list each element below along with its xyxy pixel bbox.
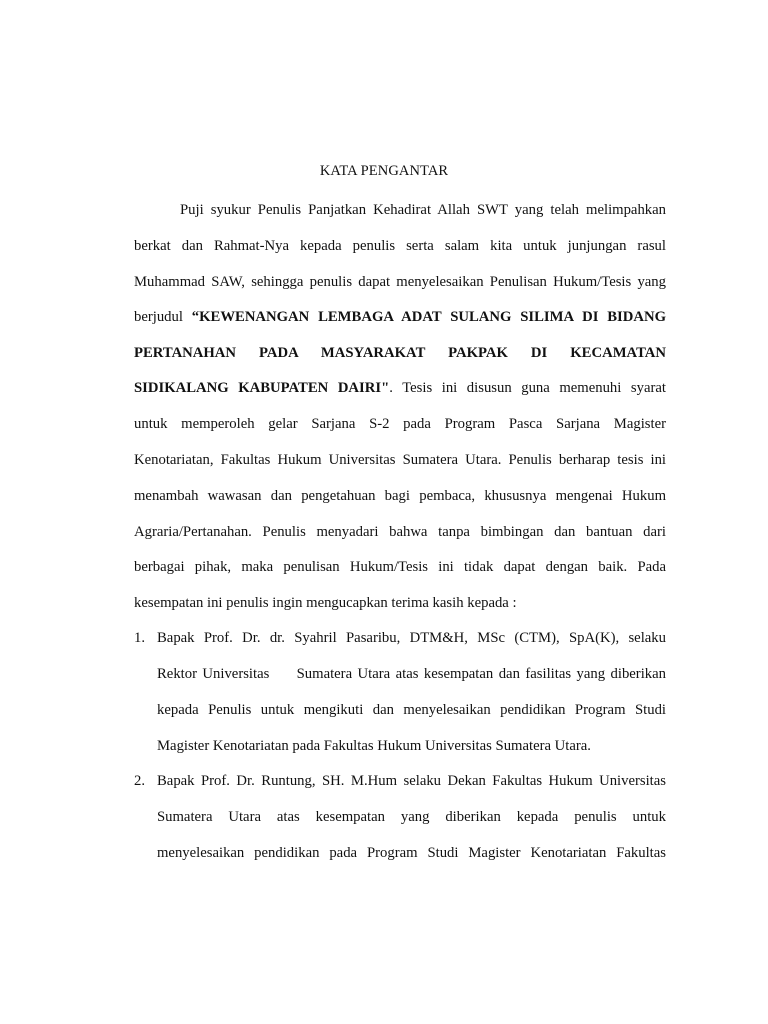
thesis-title-part: PERTANAHAN PADA MASYARAKAT PAKPAK DI KECAMATAN	[134, 345, 666, 361]
paragraph-line	[134, 343, 666, 363]
paragraph-line: kesempatan ini penulis ingin mengucapkan terima kasih kepada :	[134, 595, 517, 611]
line-text: berjudul	[134, 309, 192, 325]
paragraph-line: Muhammad SAW, sehingga penulis dapat menyelesaikan Penulisan Hukum/Tesis yang	[134, 274, 666, 290]
list-line: Bapak Prof. Dr. dr. Syahril Pasaribu, DTM&H, MSc (CTM), SpA(K), selaku	[157, 630, 666, 646]
list-line: Magister Kenotariatan pada Fakultas Hukum Universitas Sumatera Utara.	[157, 738, 591, 754]
paragraph-line: Kenotariatan, Fakultas Hukum Universitas Sumatera Utara. Penulis berharap tesis ini	[134, 452, 666, 468]
thesis-title-part: “KEWENANGAN LEMBAGA ADAT SULANG SILIMA DI BIDANG	[191, 309, 666, 325]
thesis-title-part: SIDIKALANG KABUPATEN DAIRI"	[134, 380, 390, 396]
list-line: Sumatera Utara atas kesempatan yang diberikan kepada penulis untuk	[157, 809, 666, 825]
paragraph-line: untuk memperoleh gelar Sarjana S-2 pada Program Pasca Sarjana Magister	[134, 416, 666, 432]
list-line: menyelesaikan pendidikan pada Program Studi Magister Kenotariatan Fakultas	[157, 845, 666, 861]
paragraph-line	[134, 378, 666, 398]
paragraph-line	[134, 307, 666, 327]
list-number: 1.	[134, 630, 146, 646]
list-line: Bapak Prof. Dr. Runtung, SH. M.Hum selaku Dekan Fakultas Hukum Universitas	[157, 773, 666, 789]
paragraph-line: berbagai pihak, maka penulisan Hukum/Tesis ini tidak dapat dengan baik. Pada	[134, 559, 666, 575]
list-line: kepada Penulis untuk mengikuti dan menyelesaikan pendidikan Program Studi	[157, 702, 666, 718]
paragraph-line: Puji syukur Penulis Panjatkan Kehadirat Allah SWT yang telah melimpahkan	[180, 202, 666, 218]
paragraph-line: menambah wawasan dan pengetahuan bagi pembaca, khususnya mengenai Hukum	[134, 488, 666, 504]
line-text: . Tesis ini disusun guna memenuhi syarat	[389, 380, 666, 396]
list-line: Rektor Universitas Sumatera Utara atas kesempatan dan fasilitas yang diberikan	[157, 666, 666, 682]
paragraph-line: Agraria/Pertanahan. Penulis menyadari bahwa tanpa bimbingan dan bantuan dari	[134, 524, 666, 540]
paragraph-line: berkat dan Rahmat-Nya kepada penulis serta salam kita untuk junjungan rasul	[134, 238, 666, 254]
page-title: KATA PENGANTAR	[319, 163, 449, 179]
list-number: 2.	[134, 773, 146, 789]
